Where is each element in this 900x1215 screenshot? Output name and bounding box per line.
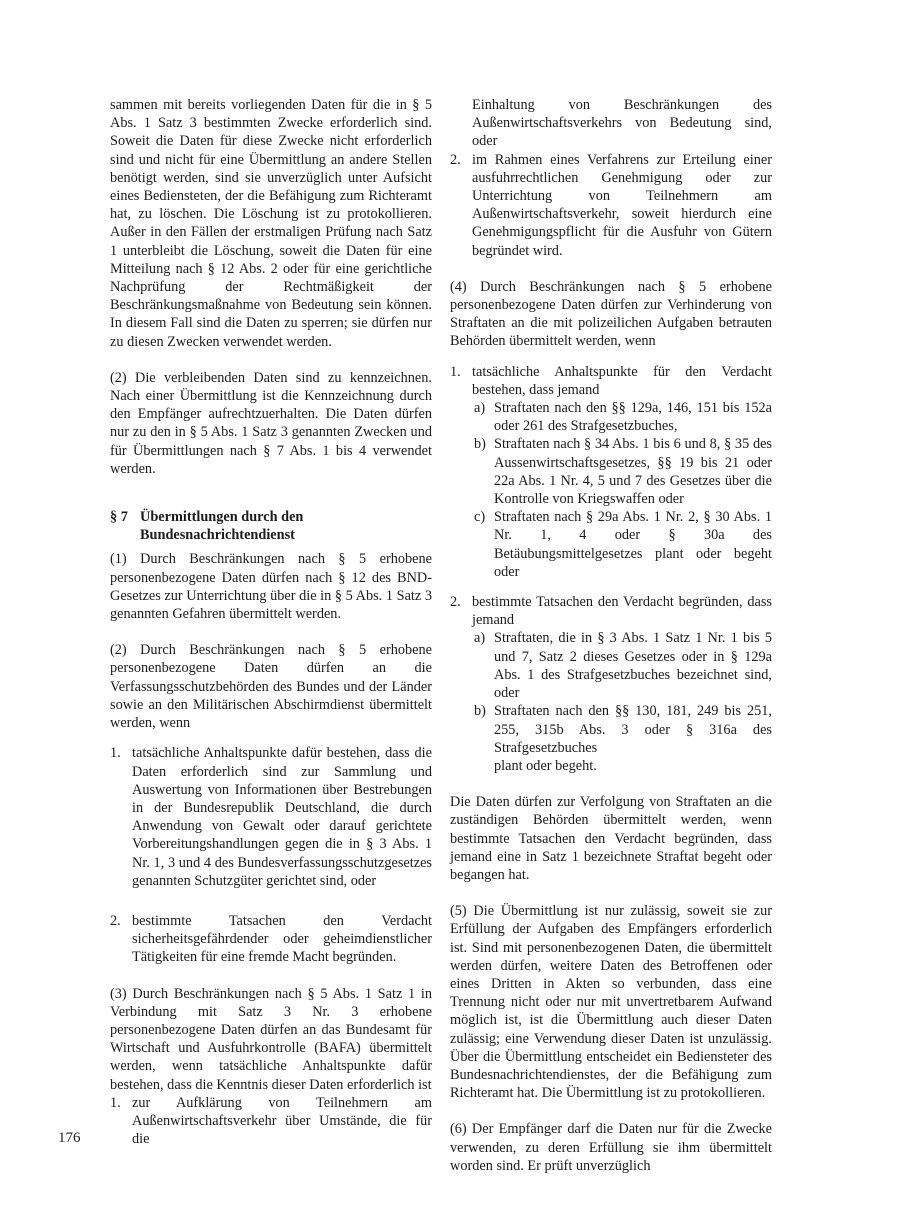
left-column [110, 96, 432, 1148]
sub-text: Straftaten nach den §§ 129a, 146, 151 bis 152a oder 261 des Strafgesetzbuches, [494, 400, 772, 435]
list-item [450, 363, 772, 399]
sub-label: a) [474, 400, 486, 417]
list-text: bestimmte Tatsachen den Verdacht begründen, dass jemand [472, 594, 772, 629]
sub-text: Straftaten, die in § 3 Abs. 1 Satz 1 Nr. 1 bis 5 und 7, Satz 2 dieses Gesetzes oder in § 129a Abs. 1 des Strafgesetzbuches bezeichnet sind, oder [494, 630, 772, 702]
paragraph-7-1: (1) Durch Beschränkungen nach § 5 erhobene personenbezogene Daten dürfen nach § 12 des BND-Gesetzes zur Unterrichtung über die in § 5 Abs. 1 Satz 3 genannten Gefahren übermittelt werden. [110, 551, 432, 623]
sub-text: Straftaten nach den §§ 130, 181, 249 bis 251, 255, 315b Abs. 3 oder § 316a des Strafgesetzbuches [494, 703, 772, 756]
list-text: zur Aufklärung von Teilnehmern am Außenwirtschaftsverkehr über Umstände, die für die [132, 1094, 432, 1148]
page-number: 176 [58, 1130, 81, 1146]
section-number: § 7 [110, 509, 128, 526]
sub-label: c) [474, 509, 486, 526]
paragraph-continuation: sammen mit bereits vorliegenden Daten für die in § 5 Abs. 1 Satz 3 bestimmten Zwecke erforderlich sind. Soweit die Daten für diese Zwecke nicht erforderlich sind und nicht für eine Übermittlung an andere Stellen benötigt werden, sind sie unverzüglich unter Aufsicht eines Bediensteten, der die Befähigung zum Richteramt hat, zu löschen. Die Löschung ist zu protokollieren. Außer in den Fällen der erstmaligen Prüfung nach Satz 1 unterbleibt die Löschung, soweit die Daten für eine Mitteilung nach § 12 Abs. 2 oder für eine gerichtliche Nachprüfung der Rechtmäßigkeit der Beschränkungsmaßnahme von Bedeutung sein können. In diesem Fall sind die Daten zu sperren; sie dürfen nur zu diesen Zwecken verwendet werden. [110, 97, 432, 350]
section-heading [110, 508, 432, 544]
sub-label: b) [474, 436, 486, 453]
list-number: 2. [450, 151, 461, 168]
list-text: tatsächliche Anhaltspunkte dafür bestehen, dass die Daten erforderlich sind zur Sammlung und Auswertung von Informationen über Bestrebungen in der Bundesrepublik Deutschland, die durch Anwendung von Gewalt oder darauf gerichtete Vorbereitungshandlungen gegen die in § 3 Abs. 1 Nr. 1, 3 und 4 des Bundesverfassungsschutzgesetzes genannten Schutzgüter gerichtet sind, oder [132, 745, 432, 889]
list-text: bestimmte Tatsachen den Verdacht sicherheitsgefährdender oder geheimdienstlicher Tätigkeiten für eine fremde Macht begründen. [132, 912, 432, 966]
list-text: im Rahmen eines Verfahrens zur Erteilung einer ausfuhrrechtlichen Genehmigung oder zur Unterrichtung von Teilnehmern am Außenwirtschaftsverkehr, soweit hierdurch eine Genehmigungspflicht für die Ausfuhr von Gütern begründet wird. [472, 151, 772, 259]
sub-label: a) [474, 630, 486, 647]
list-item [110, 912, 432, 967]
list-item [450, 151, 772, 260]
list-number: 1. [110, 745, 121, 762]
paragraph-7-5: (5) Die Übermittlung ist nur zulässig, soweit sie zur Erfüllung der Aufgaben des Empfängers erforderlich ist. Sind mit personenbezogenen Daten, die übermittelt werden dürfen, weitere Daten des Betroffenen oder eines Dritten in Akten so verbunden, dass eine Trennung nicht oder nur mit unvertretbarem Aufwand möglich ist, ist die Übermittlung auch dieser Daten zulässig; eine Verwendung dieser Daten ist unzulässig. Über die Übermittlung entscheidet ein Bediensteter des Bundesnachrichtendienstes, der die Befähigung zum Richteramt hat. Die Übermittlung ist zu protokollieren. [450, 903, 772, 1102]
list-item [450, 593, 772, 629]
right-column [450, 96, 772, 1175]
paragraph-6-2: (2) Die verbleibenden Daten sind zu kennzeichnen. Nach einer Übermittlung ist die Kennzeichnung durch den Empfänger aufrechtzuerhalten. Die Daten dürfen nur zu den in § 5 Abs. 1 Satz 3 genannten Zwecken und für Übermittlungen nach § 7 Abs. 1 bis 4 verwendet werden. [110, 369, 432, 477]
list-item [110, 1094, 432, 1149]
list-item-continuation [450, 96, 772, 151]
paragraph-follow: Die Daten dürfen zur Verfolgung von Straftaten an die zuständigen Behörden übermittelt werden, wenn bestimmte Tatsachen den Verdacht begründen, dass jemand eine in Satz 1 bezeichnete Straftat begeht oder begangen hat. [450, 794, 772, 883]
sub-item [450, 702, 772, 757]
paragraph-7-2: (2) Durch Beschränkungen nach § 5 erhobene personenbezogene Daten dürfen an die Verfassungsschutzbehörden des Bundes und der Länder sowie an den Militärischen Abschirmdienst übermittelt werden, wenn [110, 642, 432, 732]
list-text: tatsächliche Anhaltspunkte für den Verdacht bestehen, dass jemand [472, 363, 772, 398]
sub-item [450, 435, 772, 508]
list-number: 2. [110, 912, 121, 929]
sub-item [450, 629, 772, 702]
list-item [110, 744, 432, 890]
sub-item [450, 508, 772, 581]
paragraph-7-3: (3) Durch Beschränkungen nach § 5 Abs. 1 Satz 1 in Verbindung mit Satz 3 Nr. 3 erhobene personenbezogene Daten dürfen an das Bundesamt für Wirtschaft und Ausfuhrkontrolle (BAFA) übermittelt werden, wenn tatsächliche Anhaltspunkte dafür bestehen, dass die Kenntnis dieser Daten erforderlich ist [110, 985, 432, 1093]
paragraph-7-4: (4) Durch Beschränkungen nach § 5 erhobene personenbezogene Daten dürfen zur Verhinderung von Straftaten an die mit polizeilichen Aufgaben betrauten Behörden übermittelt werden, wenn [450, 278, 772, 350]
sub-label: b) [474, 703, 486, 720]
sub-text: plant oder begeht. [494, 757, 597, 774]
list-number: 1. [110, 1094, 121, 1111]
sub-text: Straftaten nach § 29a Abs. 1 Nr. 2, § 30 Abs. 1 Nr. 1, 4 oder § 30a des Betäubungsmittelgesetzes plant oder begeht oder [494, 509, 772, 580]
list-text: Einhaltung von Beschränkungen des Außenwirtschaftsverkehrs von Bedeutung sind, oder [472, 97, 772, 150]
section-title: Übermittlungen durch den Bundesnachrichtendienst [140, 509, 304, 544]
sub-item [450, 399, 772, 435]
paragraph-7-6: (6) Der Empfänger darf die Daten nur für die Zwecke verwenden, zu deren Erfüllung sie ihm übermittelt worden sind. Er prüft unverzüglich [450, 1121, 772, 1174]
list-number: 1. [450, 363, 461, 380]
list-number: 2. [450, 594, 461, 611]
sub-text: Straftaten nach § 34 Abs. 1 bis 6 und 8, § 35 des Aussenwirtschaftsgesetzes, §§ 19 bis 21 oder 22a Abs. 1 Nr. 4, 5 und 7 des Gesetzes über die Kontrolle von Kriegswaffen oder [494, 436, 772, 508]
sub-item-closing [450, 757, 772, 775]
